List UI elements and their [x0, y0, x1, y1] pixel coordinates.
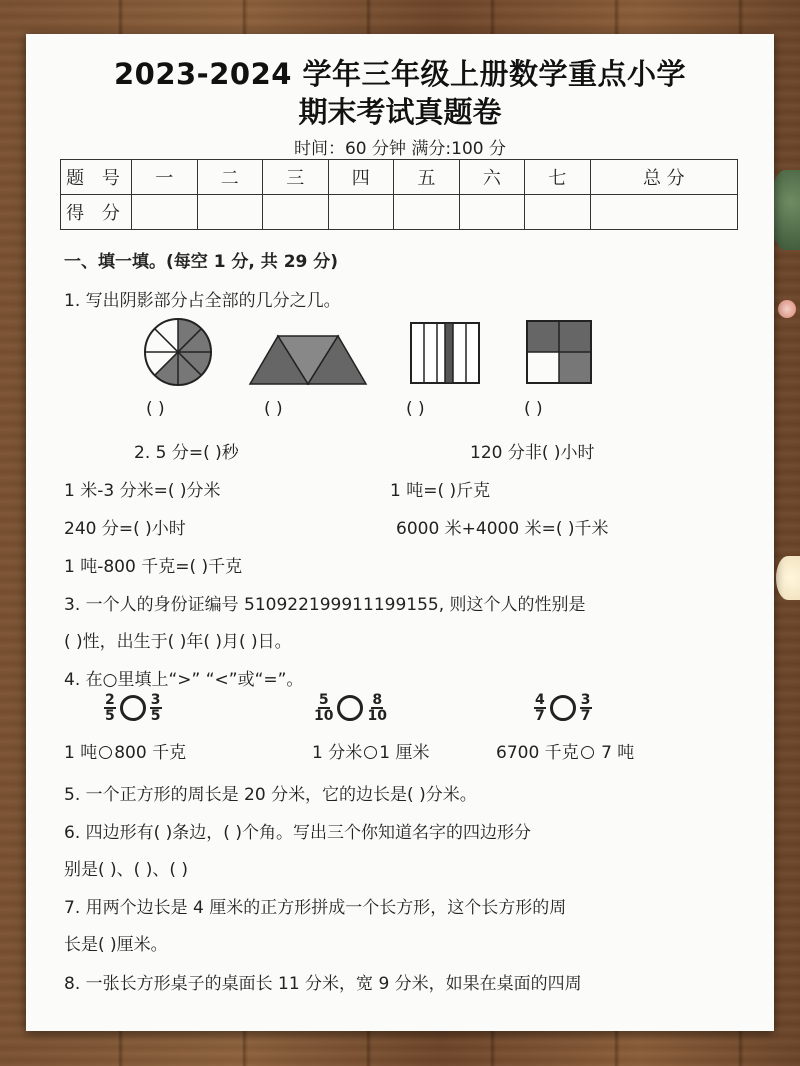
score-blank[interactable]	[263, 195, 329, 230]
compare-circle[interactable]	[337, 695, 363, 721]
compare-right: 800 千克	[114, 743, 187, 763]
leaf-decoration	[770, 170, 800, 250]
score-blank[interactable]	[132, 195, 198, 230]
exam-title: 2023-2024 学年三年级上册数学重点小学	[113, 57, 687, 91]
denominator: 7	[535, 708, 545, 724]
score-blank[interactable]	[459, 195, 525, 230]
table-cell: 七	[525, 160, 591, 195]
flower-decoration	[776, 556, 800, 600]
unit-compare-2	[312, 738, 429, 763]
numerator: 2	[105, 692, 115, 708]
score-blank[interactable]	[197, 195, 263, 230]
fraction-compare-1	[104, 693, 162, 723]
numerator: 8	[372, 692, 383, 708]
answer-blank[interactable]: ( )	[524, 399, 543, 419]
table-cell: 三	[263, 160, 329, 195]
question-2-e: 240 分=( )小时	[64, 519, 186, 539]
question-5: 5. 一个正方形的周长是 20 分米，它的边长是( )分米。	[64, 785, 477, 805]
fraction-compare-3	[534, 693, 592, 723]
exam-subtitle: 时间：60 分钟 满分:100 分	[293, 139, 507, 159]
question-6-line2: 别是( )、( )、( )	[64, 860, 189, 880]
compare-left: 6700 千克	[496, 743, 579, 763]
question-3-line2: ( )性，出生于( )年( )月( )日。	[64, 632, 292, 652]
compare-circle[interactable]	[364, 746, 377, 759]
table-cell: 总 分	[590, 160, 737, 195]
table-row	[61, 160, 738, 195]
compare-circle[interactable]	[550, 695, 576, 721]
question-3: 3. 一个人的身份证编号 510922199911199155, 则这个人的性别是	[64, 595, 586, 615]
question-4: 4. 在○里填上“>” “<”或“=”。	[64, 670, 304, 690]
question-7: 7. 用两个边长是 4 厘米的正方形拼成一个长方形，这个长方形的周	[64, 898, 567, 918]
fraction-compare-2	[314, 693, 387, 723]
table-cell: 一	[132, 160, 198, 195]
denominator: 7	[580, 708, 591, 724]
question-6: 6. 四边形有( )条边，( )个角。写出三个你知道名字的四边形分	[64, 823, 531, 843]
strip-fraction-figure	[410, 322, 480, 384]
question-2-c: 1 米-3 分米=( )分米	[64, 481, 221, 501]
score-blank[interactable]	[590, 195, 737, 230]
section-heading: 一、填一填。(每空 1 分, 共 29 分)	[64, 252, 339, 272]
numerator: 3	[150, 692, 161, 708]
table-cell: 二	[197, 160, 263, 195]
denominator: 10	[367, 708, 387, 724]
table-cell: 题 号	[61, 160, 132, 195]
table-cell: 四	[328, 160, 394, 195]
unit-compare-1	[64, 738, 186, 763]
exam-title-line2: 期末考试真题卷	[298, 95, 502, 129]
table-row	[61, 195, 738, 230]
denominator: 10	[314, 708, 334, 724]
compare-right: 7 吨	[595, 743, 635, 763]
exam-paper	[26, 34, 774, 1031]
numerator: 5	[318, 692, 329, 708]
score-blank[interactable]	[394, 195, 460, 230]
table-cell: 得 分	[61, 195, 132, 230]
score-blank[interactable]	[328, 195, 394, 230]
question-2-f: 6000 米+4000 米=( )千米	[396, 519, 609, 539]
compare-left: 1 吨	[64, 743, 98, 763]
circle-fraction-figure	[142, 316, 214, 388]
numerator: 3	[580, 692, 591, 708]
trapezoid-fraction-figure	[248, 334, 368, 386]
question-1: 1. 写出阴影部分占全部的几分之几。	[64, 291, 341, 311]
question-2-b: 120 分非( )小时	[470, 443, 595, 463]
table-cell: 五	[394, 160, 460, 195]
score-table	[60, 159, 738, 230]
answer-blank[interactable]: ( )	[146, 399, 165, 419]
table-cell: 六	[459, 160, 525, 195]
compare-left: 1 分米	[312, 743, 363, 763]
answer-blank[interactable]: ( )	[264, 399, 283, 419]
question-2-d: 1 吨=( )斤克	[390, 481, 491, 501]
unit-compare-3	[496, 738, 634, 763]
compare-circle[interactable]	[99, 746, 112, 759]
score-blank[interactable]	[525, 195, 591, 230]
denominator: 5	[105, 708, 115, 724]
denominator: 5	[150, 708, 161, 724]
question-7-line2: 长是( )厘米。	[64, 935, 168, 955]
question-8: 8. 一张长方形桌子的桌面长 11 分米，宽 9 分米，如果在桌面的四周	[64, 974, 582, 994]
compare-circle[interactable]	[120, 695, 146, 721]
square-fraction-figure	[526, 320, 592, 384]
question-2-g: 1 吨-800 千克=( )千克	[64, 557, 243, 577]
numerator: 4	[535, 692, 545, 708]
question-2-a: 2. 5 分=( )秒	[134, 443, 239, 463]
flower-decoration	[778, 300, 796, 318]
answer-blank[interactable]: ( )	[406, 399, 425, 419]
compare-circle[interactable]	[581, 746, 594, 759]
compare-right: 1 厘米	[379, 743, 430, 763]
